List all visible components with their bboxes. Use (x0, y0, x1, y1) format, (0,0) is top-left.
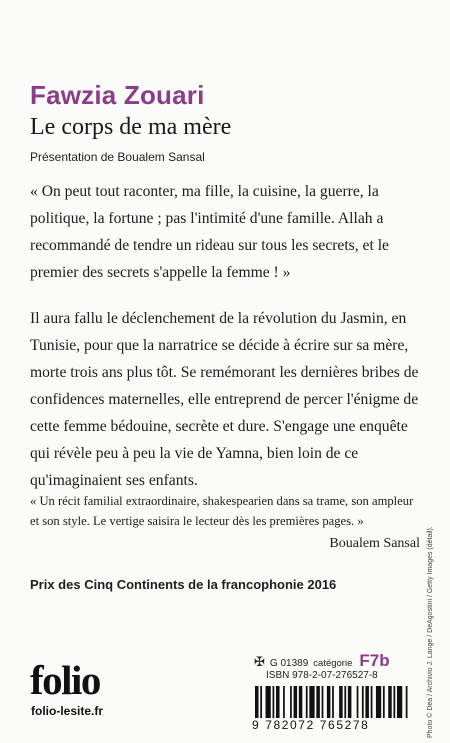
barcode-number: 9 782072 765278 (252, 718, 416, 732)
barcode-bar (316, 686, 320, 722)
barcode-bar (332, 686, 334, 722)
barcode-bar (290, 686, 292, 722)
book-summary: Il aura fallu le déclenchement de la révolution du Jasmin, en Tunisie, pour que la narratrice se décide à écrire sur sa mère, morte trois ans plus tôt. Se remémorant les dernières bribes de confidences maternelles, elle entreprend de percer l'énigme de cette femme bédouine, secrète et dure. S'engage une enquête qui révèle peu à peu la vie de Yamna, bien loin de ce qu'imaginaient ses enfants. (30, 310, 419, 489)
isbn: ISBN 978-2-07-276527-8 (266, 670, 378, 681)
catalog-row (254, 651, 390, 671)
catalog-code: G 01389 (269, 658, 309, 669)
barcode-bar (357, 686, 359, 722)
barcode-bar (255, 686, 259, 722)
review-quote: « Un récit familial extraordinaire, shakespearien dans sa trame, son ampleur et son style. Le vertige saisira le lecteur dès les premières pages. » (30, 494, 414, 528)
barcode-bar (299, 686, 303, 722)
barcode-bar (344, 686, 346, 722)
presentation-credit: Présentation de Boualem Sansal (30, 150, 205, 164)
author-name: Fawzia Zouari (30, 80, 205, 110)
barcode-bar (397, 686, 402, 722)
barcode-bar (406, 686, 408, 722)
barcode-bar (306, 686, 308, 722)
barcode-bar (365, 686, 369, 722)
prize-line: Prix des Cinq Continents de la francophonie 2016 (30, 577, 337, 592)
price-code: F7b (359, 651, 390, 670)
barcode-bar (322, 686, 324, 722)
barcode-bar (266, 686, 271, 722)
book-title: Le corps de ma mère (30, 114, 232, 140)
barcode-bar (276, 686, 280, 722)
category-label: catégorie (313, 658, 353, 669)
cross-glyph-icon: ✠ (254, 654, 265, 669)
barcode-bar (339, 686, 343, 722)
review-author: Boualem Sansal (329, 536, 420, 551)
barcode-bar (273, 686, 275, 722)
barcode-bar (393, 686, 395, 722)
barcode-bar (260, 686, 262, 722)
barcode-bar (283, 686, 285, 722)
barcode-bar (388, 686, 392, 722)
barcode-bar (327, 686, 331, 722)
barcode-bar (371, 686, 373, 722)
barcode-bar (294, 686, 298, 722)
publisher-logo: folio (30, 657, 100, 703)
barcode-bar (309, 686, 314, 722)
barcode-bar (376, 686, 381, 722)
barcode-bar (362, 686, 364, 722)
barcode-bars (252, 686, 414, 722)
barcode-bar (383, 686, 385, 722)
barcode-bar (348, 686, 352, 722)
opening-quote: « On peut tout raconter, ma fille, la cuisine, la guerre, la politique, la fortune ; pas l'intimité d'une famille. Allah a recommandé de tendre un rideau sur tous les secrets, et le premier des secrets s'appelle la femme ! » (30, 183, 389, 281)
publisher-website[interactable]: folio-lesite.fr (31, 704, 104, 718)
photo-credit: Photo © Dea / Archivio J. Lange / DeAgostini / Getty Images (détail). (427, 526, 434, 738)
